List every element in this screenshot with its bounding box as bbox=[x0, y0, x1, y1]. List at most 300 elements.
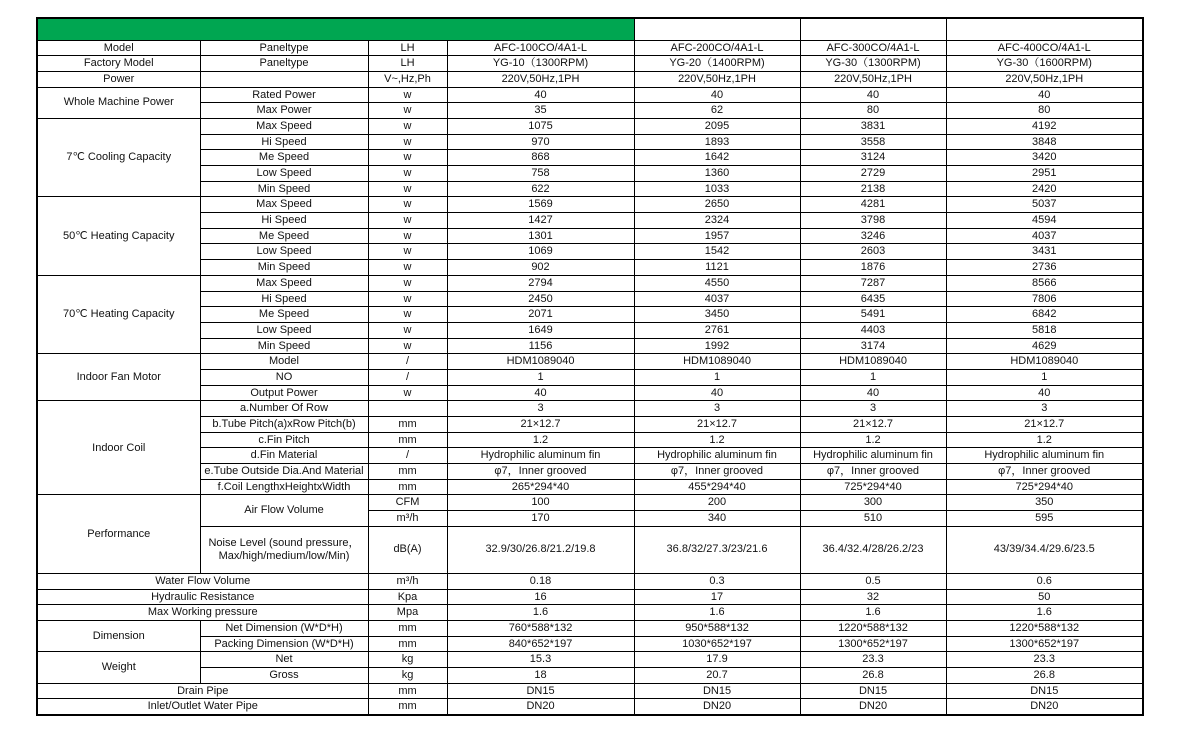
row-sub-label: NO bbox=[200, 369, 368, 385]
value-cell: 1 bbox=[800, 369, 946, 385]
value-cell: Hydrophilic aluminum fin bbox=[634, 448, 800, 464]
unit-cell: mm bbox=[368, 636, 447, 652]
table-row bbox=[37, 307, 1143, 323]
value-cell: DN20 bbox=[946, 699, 1143, 715]
value-cell: HDM1089040 bbox=[800, 354, 946, 370]
unit-cell: Mpa bbox=[368, 605, 447, 621]
table-row bbox=[37, 322, 1143, 338]
value-cell: 21×12.7 bbox=[634, 417, 800, 433]
value-cell: HDM1089040 bbox=[447, 354, 634, 370]
row-sub-label: Hi Speed bbox=[200, 134, 368, 150]
value-cell: 80 bbox=[946, 103, 1143, 119]
value-cell: 2736 bbox=[946, 260, 1143, 276]
value-cell: AFC-400CO/4A1-L bbox=[946, 40, 1143, 56]
value-cell: 4037 bbox=[634, 291, 800, 307]
row-sub-label: Hi Speed bbox=[200, 213, 368, 229]
value-cell: 40 bbox=[634, 87, 800, 103]
value-cell: 1992 bbox=[634, 338, 800, 354]
table-row bbox=[37, 291, 1143, 307]
value-cell: Hydrophilic aluminum fin bbox=[800, 448, 946, 464]
unit-cell: mm bbox=[368, 479, 447, 495]
table-row bbox=[37, 667, 1143, 683]
table-row bbox=[37, 244, 1143, 260]
value-cell: 725*294*40 bbox=[800, 479, 946, 495]
value-cell: 265*294*40 bbox=[447, 479, 634, 495]
row-group-label: 7℃ Cooling Capacity bbox=[37, 118, 200, 196]
unit-cell: w bbox=[368, 338, 447, 354]
value-cell: 340 bbox=[634, 511, 800, 527]
value-cell: 40 bbox=[447, 385, 634, 401]
value-cell: 950*588*132 bbox=[634, 620, 800, 636]
value-cell: 2138 bbox=[800, 181, 946, 197]
value-cell: 1301 bbox=[447, 228, 634, 244]
row-label: Water Flow Volume bbox=[37, 573, 368, 589]
value-cell: 40 bbox=[447, 87, 634, 103]
value-cell: 2420 bbox=[946, 181, 1143, 197]
value-cell: YG-10（1300RPM) bbox=[447, 56, 634, 72]
value-cell: DN20 bbox=[447, 699, 634, 715]
value-cell: 40 bbox=[634, 385, 800, 401]
unit-cell: mm bbox=[368, 620, 447, 636]
table-row bbox=[37, 103, 1143, 119]
table-row bbox=[37, 369, 1143, 385]
row-sub-label: Me Speed bbox=[200, 228, 368, 244]
value-cell: 1957 bbox=[634, 228, 800, 244]
value-cell: 5491 bbox=[800, 307, 946, 323]
row-sub-label: Packing Dimension (W*D*H) bbox=[200, 636, 368, 652]
value-cell: 35 bbox=[447, 103, 634, 119]
value-cell: 1220*588*132 bbox=[946, 620, 1143, 636]
value-cell: 16 bbox=[447, 589, 634, 605]
row-sub-label: Output Power bbox=[200, 385, 368, 401]
value-cell: 1.6 bbox=[800, 605, 946, 621]
value-cell: 36.8/32/27.3/23/21.6 bbox=[634, 526, 800, 573]
row-sub-label: f.Coil LengthxHeightxWidth bbox=[200, 479, 368, 495]
row-sub-label bbox=[200, 71, 368, 87]
value-cell: 1.2 bbox=[447, 432, 634, 448]
value-cell: 6435 bbox=[800, 291, 946, 307]
table-row bbox=[37, 401, 1143, 417]
value-cell: 21×12.7 bbox=[800, 417, 946, 433]
unit-cell: w bbox=[368, 260, 447, 276]
value-cell: AFC-100CO/4A1-L bbox=[447, 40, 634, 56]
value-cell: 1642 bbox=[634, 150, 800, 166]
table-row bbox=[37, 197, 1143, 213]
value-cell: 15.3 bbox=[447, 652, 634, 668]
unit-cell: w bbox=[368, 87, 447, 103]
table-row bbox=[37, 479, 1143, 495]
unit-cell: w bbox=[368, 213, 447, 229]
value-cell: 868 bbox=[447, 150, 634, 166]
value-cell: 3848 bbox=[946, 134, 1143, 150]
value-cell: 4629 bbox=[946, 338, 1143, 354]
row-sub-label: Gross bbox=[200, 667, 368, 683]
value-cell: 1.6 bbox=[447, 605, 634, 621]
value-cell: 40 bbox=[946, 87, 1143, 103]
header-empty-cell bbox=[800, 18, 946, 40]
unit-cell: Kpa bbox=[368, 589, 447, 605]
value-cell: DN15 bbox=[800, 683, 946, 699]
table-row bbox=[37, 432, 1143, 448]
value-cell: 23.3 bbox=[800, 652, 946, 668]
value-cell: 4550 bbox=[634, 275, 800, 291]
value-cell: 300 bbox=[800, 495, 946, 511]
value-cell: 36.4/32.4/28/26.2/23 bbox=[800, 526, 946, 573]
row-sub-label: Paneltype bbox=[200, 40, 368, 56]
unit-cell: kg bbox=[368, 667, 447, 683]
value-cell: 1360 bbox=[634, 166, 800, 182]
spec-table-body bbox=[37, 18, 1143, 715]
row-group-label: Whole Machine Power bbox=[37, 87, 200, 118]
table-row bbox=[37, 464, 1143, 480]
value-cell: 23.3 bbox=[946, 652, 1143, 668]
value-cell: 2650 bbox=[634, 197, 800, 213]
value-cell: φ7，Inner grooved bbox=[447, 464, 634, 480]
value-cell: 1.2 bbox=[800, 432, 946, 448]
value-cell: 3 bbox=[447, 401, 634, 417]
value-cell: 2794 bbox=[447, 275, 634, 291]
table-row bbox=[37, 699, 1143, 715]
value-cell: 1069 bbox=[447, 244, 634, 260]
row-group-label: Dimension bbox=[37, 620, 200, 651]
value-cell: 40 bbox=[800, 385, 946, 401]
header-empty-cell bbox=[946, 18, 1143, 40]
value-cell: 1033 bbox=[634, 181, 800, 197]
value-cell: 0.6 bbox=[946, 573, 1143, 589]
row-group-label: 50℃ Heating Capacity bbox=[37, 197, 200, 275]
table-row bbox=[37, 134, 1143, 150]
value-cell: 4192 bbox=[946, 118, 1143, 134]
row-label: Drain Pipe bbox=[37, 683, 368, 699]
row-group-label: Performance bbox=[37, 495, 200, 573]
value-cell: 1427 bbox=[447, 213, 634, 229]
table-row bbox=[37, 354, 1143, 370]
value-cell: 62 bbox=[634, 103, 800, 119]
value-cell: 2603 bbox=[800, 244, 946, 260]
value-cell: 3420 bbox=[946, 150, 1143, 166]
value-cell: 3174 bbox=[800, 338, 946, 354]
value-cell: 970 bbox=[447, 134, 634, 150]
value-cell: 2450 bbox=[447, 291, 634, 307]
value-cell: 725*294*40 bbox=[946, 479, 1143, 495]
row-sub-label: Rated Power bbox=[200, 87, 368, 103]
value-cell: 43/39/34.4/29.6/23.5 bbox=[946, 526, 1143, 573]
table-row bbox=[37, 338, 1143, 354]
row-sub-label: Hi Speed bbox=[200, 291, 368, 307]
value-cell: 26.8 bbox=[946, 667, 1143, 683]
table-row bbox=[37, 683, 1143, 699]
row-sub-label: Low Speed bbox=[200, 244, 368, 260]
value-cell: 220V,50Hz,1PH bbox=[634, 71, 800, 87]
row-label: Inlet/Outlet Water Pipe bbox=[37, 699, 368, 715]
table-row bbox=[37, 181, 1143, 197]
unit-cell: V~,Hz,Ph bbox=[368, 71, 447, 87]
unit-cell: dB(A) bbox=[368, 526, 447, 573]
value-cell: YG-20（1400RPM) bbox=[634, 56, 800, 72]
table-row bbox=[37, 275, 1143, 291]
unit-cell: w bbox=[368, 275, 447, 291]
table-row bbox=[37, 87, 1143, 103]
value-cell: 5037 bbox=[946, 197, 1143, 213]
unit-cell: w bbox=[368, 134, 447, 150]
value-cell: YG-30（1600RPM) bbox=[946, 56, 1143, 72]
unit-cell: m³/h bbox=[368, 573, 447, 589]
value-cell: 4403 bbox=[800, 322, 946, 338]
row-sub-label: Me Speed bbox=[200, 307, 368, 323]
table-row bbox=[37, 260, 1143, 276]
unit-cell: w bbox=[368, 228, 447, 244]
value-cell: φ7，Inner grooved bbox=[946, 464, 1143, 480]
value-cell: φ7，Inner grooved bbox=[634, 464, 800, 480]
unit-cell: w bbox=[368, 197, 447, 213]
value-cell: 2095 bbox=[634, 118, 800, 134]
value-cell: 1.6 bbox=[634, 605, 800, 621]
table-row bbox=[37, 417, 1143, 433]
value-cell: 902 bbox=[447, 260, 634, 276]
value-cell: 1 bbox=[946, 369, 1143, 385]
unit-cell: mm bbox=[368, 683, 447, 699]
value-cell: 1156 bbox=[447, 338, 634, 354]
row-sub-label: Min Speed bbox=[200, 260, 368, 276]
value-cell: YG-30（1300RPM) bbox=[800, 56, 946, 72]
row-sub-label: e.Tube Outside Dia.And Material bbox=[200, 464, 368, 480]
header-bar-row bbox=[37, 18, 1143, 40]
unit-cell: w bbox=[368, 385, 447, 401]
value-cell: 840*652*197 bbox=[447, 636, 634, 652]
value-cell: 1569 bbox=[447, 197, 634, 213]
row-sub-label: a.Number Of Row bbox=[200, 401, 368, 417]
unit-cell: w bbox=[368, 103, 447, 119]
value-cell: 1 bbox=[447, 369, 634, 385]
table-row bbox=[37, 56, 1143, 72]
value-cell: 760*588*132 bbox=[447, 620, 634, 636]
row-sub-label: Air Flow Volume bbox=[200, 495, 368, 526]
unit-cell: mm bbox=[368, 464, 447, 480]
value-cell: 2951 bbox=[946, 166, 1143, 182]
value-cell: 1649 bbox=[447, 322, 634, 338]
value-cell: 100 bbox=[447, 495, 634, 511]
value-cell: 3124 bbox=[800, 150, 946, 166]
row-sub-label: b.Tube Pitch(a)xRow Pitch(b) bbox=[200, 417, 368, 433]
row-sub-label: Max Speed bbox=[200, 197, 368, 213]
unit-cell: mm bbox=[368, 417, 447, 433]
value-cell: 26.8 bbox=[800, 667, 946, 683]
value-cell: DN15 bbox=[634, 683, 800, 699]
value-cell: HDM1089040 bbox=[946, 354, 1143, 370]
value-cell: 18 bbox=[447, 667, 634, 683]
value-cell: 7287 bbox=[800, 275, 946, 291]
value-cell: 1876 bbox=[800, 260, 946, 276]
value-cell: 3 bbox=[800, 401, 946, 417]
value-cell: 3798 bbox=[800, 213, 946, 229]
unit-cell: kg bbox=[368, 652, 447, 668]
value-cell: 170 bbox=[447, 511, 634, 527]
unit-cell: w bbox=[368, 118, 447, 134]
unit-cell: w bbox=[368, 291, 447, 307]
row-label: Hydraulic Resistance bbox=[37, 589, 368, 605]
value-cell: 1220*588*132 bbox=[800, 620, 946, 636]
value-cell: φ7，Inner grooved bbox=[800, 464, 946, 480]
unit-cell: w bbox=[368, 244, 447, 260]
value-cell: 50 bbox=[946, 589, 1143, 605]
unit-cell: m³/h bbox=[368, 511, 447, 527]
value-cell: 3 bbox=[946, 401, 1143, 417]
value-cell: 200 bbox=[634, 495, 800, 511]
table-row bbox=[37, 71, 1143, 87]
value-cell: 4037 bbox=[946, 228, 1143, 244]
unit-cell bbox=[368, 401, 447, 417]
table-row bbox=[37, 495, 1143, 511]
table-row bbox=[37, 150, 1143, 166]
value-cell: 2761 bbox=[634, 322, 800, 338]
unit-cell: w bbox=[368, 150, 447, 166]
table-row bbox=[37, 40, 1143, 56]
header-empty-cell bbox=[634, 18, 800, 40]
unit-cell: / bbox=[368, 369, 447, 385]
value-cell: 1075 bbox=[447, 118, 634, 134]
value-cell: 0.18 bbox=[447, 573, 634, 589]
unit-cell: mm bbox=[368, 432, 447, 448]
value-cell: 1.6 bbox=[946, 605, 1143, 621]
value-cell: 80 bbox=[800, 103, 946, 119]
row-sub-label: Model bbox=[200, 354, 368, 370]
unit-cell: w bbox=[368, 322, 447, 338]
value-cell: 1893 bbox=[634, 134, 800, 150]
value-cell: 1300*652*197 bbox=[800, 636, 946, 652]
value-cell: 3246 bbox=[800, 228, 946, 244]
value-cell: HDM1089040 bbox=[634, 354, 800, 370]
value-cell: 510 bbox=[800, 511, 946, 527]
value-cell: Hydrophilic aluminum fin bbox=[447, 448, 634, 464]
value-cell: 1030*652*197 bbox=[634, 636, 800, 652]
row-sub-label: Net Dimension (W*D*H) bbox=[200, 620, 368, 636]
value-cell: 21×12.7 bbox=[447, 417, 634, 433]
unit-cell: LH bbox=[368, 40, 447, 56]
value-cell: 455*294*40 bbox=[634, 479, 800, 495]
row-group-label: 70℃ Heating Capacity bbox=[37, 275, 200, 353]
value-cell: DN15 bbox=[946, 683, 1143, 699]
value-cell: 758 bbox=[447, 166, 634, 182]
value-cell: 3 bbox=[634, 401, 800, 417]
value-cell: 220V,50Hz,1PH bbox=[946, 71, 1143, 87]
value-cell: 3831 bbox=[800, 118, 946, 134]
row-sub-label: Max Speed bbox=[200, 118, 368, 134]
unit-cell: / bbox=[368, 354, 447, 370]
value-cell: 40 bbox=[800, 87, 946, 103]
value-cell: 2071 bbox=[447, 307, 634, 323]
row-sub-label: Noise Level (sound pressure，Max/high/medium/low/Min) bbox=[200, 526, 368, 573]
row-sub-label: Paneltype bbox=[200, 56, 368, 72]
value-cell: 32 bbox=[800, 589, 946, 605]
value-cell: 21×12.7 bbox=[946, 417, 1143, 433]
value-cell: 220V,50Hz,1PH bbox=[447, 71, 634, 87]
table-row bbox=[37, 636, 1143, 652]
value-cell: 3431 bbox=[946, 244, 1143, 260]
unit-cell: CFM bbox=[368, 495, 447, 511]
value-cell: 5818 bbox=[946, 322, 1143, 338]
value-cell: 1542 bbox=[634, 244, 800, 260]
value-cell: 20.7 bbox=[634, 667, 800, 683]
value-cell: 350 bbox=[946, 495, 1143, 511]
row-group-label: Weight bbox=[37, 652, 200, 683]
table-row bbox=[37, 118, 1143, 134]
unit-cell: / bbox=[368, 448, 447, 464]
row-sub-label: Low Speed bbox=[200, 166, 368, 182]
value-cell: 3558 bbox=[800, 134, 946, 150]
value-cell: 2729 bbox=[800, 166, 946, 182]
value-cell: 4594 bbox=[946, 213, 1143, 229]
value-cell: 1300*652*197 bbox=[946, 636, 1143, 652]
value-cell: DN20 bbox=[800, 699, 946, 715]
table-row bbox=[37, 605, 1143, 621]
unit-cell: w bbox=[368, 307, 447, 323]
row-group-label: Indoor Coil bbox=[37, 401, 200, 495]
table-row bbox=[37, 652, 1143, 668]
value-cell: AFC-300CO/4A1-L bbox=[800, 40, 946, 56]
value-cell: AFC-200CO/4A1-L bbox=[634, 40, 800, 56]
row-sub-label: Min Speed bbox=[200, 181, 368, 197]
value-cell: DN15 bbox=[447, 683, 634, 699]
table-row bbox=[37, 573, 1143, 589]
row-sub-label: Low Speed bbox=[200, 322, 368, 338]
row-sub-label: Min Speed bbox=[200, 338, 368, 354]
value-cell: 32.9/30/26.8/21.2/19.8 bbox=[447, 526, 634, 573]
row-label: Factory Model bbox=[37, 56, 200, 72]
value-cell: 1.2 bbox=[634, 432, 800, 448]
row-label: Model bbox=[37, 40, 200, 56]
value-cell: 0.3 bbox=[634, 573, 800, 589]
table-row bbox=[37, 448, 1143, 464]
value-cell: DN20 bbox=[634, 699, 800, 715]
table-row bbox=[37, 620, 1143, 636]
row-label: Max Working pressure bbox=[37, 605, 368, 621]
row-sub-label: Net bbox=[200, 652, 368, 668]
row-sub-label: c.Fin Pitch bbox=[200, 432, 368, 448]
row-sub-label: Max Power bbox=[200, 103, 368, 119]
value-cell: 17 bbox=[634, 589, 800, 605]
value-cell: 3450 bbox=[634, 307, 800, 323]
value-cell: Hydrophilic aluminum fin bbox=[946, 448, 1143, 464]
unit-cell: w bbox=[368, 166, 447, 182]
value-cell: 4281 bbox=[800, 197, 946, 213]
table-row bbox=[37, 166, 1143, 182]
value-cell: 7806 bbox=[946, 291, 1143, 307]
value-cell: 40 bbox=[946, 385, 1143, 401]
value-cell: 2324 bbox=[634, 213, 800, 229]
value-cell: 1.2 bbox=[946, 432, 1143, 448]
value-cell: 1121 bbox=[634, 260, 800, 276]
table-row bbox=[37, 589, 1143, 605]
value-cell: 0.5 bbox=[800, 573, 946, 589]
value-cell: 220V,50Hz,1PH bbox=[800, 71, 946, 87]
table-row bbox=[37, 228, 1143, 244]
table-row bbox=[37, 385, 1143, 401]
row-sub-label: Me Speed bbox=[200, 150, 368, 166]
value-cell: 17.9 bbox=[634, 652, 800, 668]
unit-cell: LH bbox=[368, 56, 447, 72]
value-cell: 8566 bbox=[946, 275, 1143, 291]
value-cell: 622 bbox=[447, 181, 634, 197]
table-row bbox=[37, 526, 1143, 573]
row-sub-label: d.Fin Material bbox=[200, 448, 368, 464]
value-cell: 1 bbox=[634, 369, 800, 385]
spec-table bbox=[36, 17, 1144, 716]
table-row bbox=[37, 213, 1143, 229]
row-group-label: Indoor Fan Motor bbox=[37, 354, 200, 401]
header-green-bar bbox=[37, 18, 634, 40]
value-cell: 595 bbox=[946, 511, 1143, 527]
row-label: Power bbox=[37, 71, 200, 87]
